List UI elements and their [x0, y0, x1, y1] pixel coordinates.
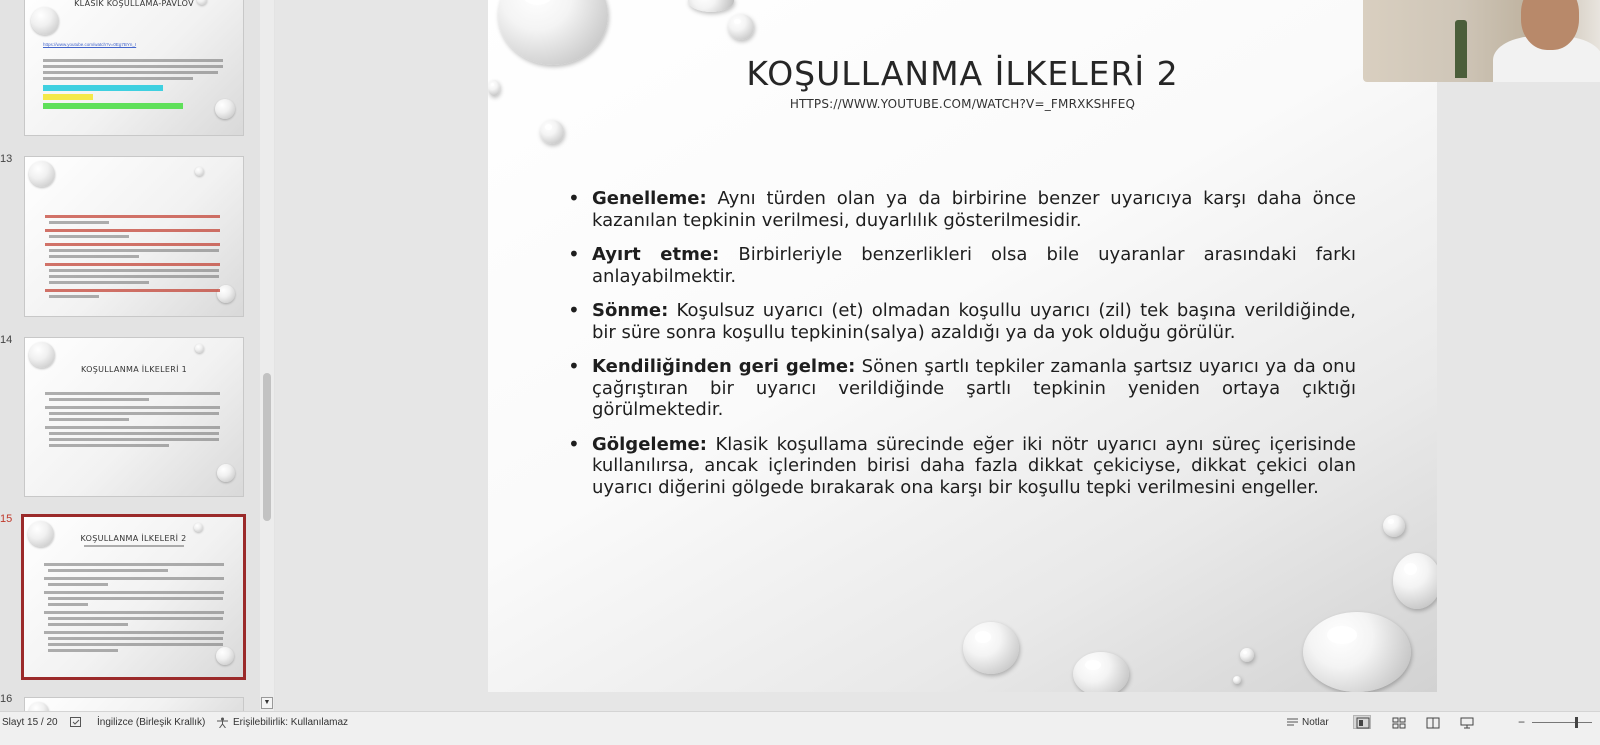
- thumbnail-title: KLASİK KOŞULLAMA-PAVLOV: [74, 0, 194, 8]
- bullet-text: Sönen şartlı tepkiler zamanla şartsız uyarıcı ya da onu çağrıştıran bir uyarıcı verildiğinde şartlı tepkinin yeniden ortaya çıktığı görülmektedir.: [592, 356, 1356, 420]
- slide-number: 16: [0, 693, 13, 705]
- water-drop: [1303, 612, 1411, 692]
- spellcheck-icon[interactable]: [70, 717, 87, 728]
- bullet-term: Kendiliğinden geri gelme:: [592, 356, 856, 377]
- water-drop: [1383, 515, 1405, 537]
- thumbnail-title: KOŞULLANMA İLKELERİ 1: [81, 365, 187, 374]
- slide-title[interactable]: KOŞULLANMA İLKELERİ 2: [746, 54, 1179, 93]
- bullet-item: [566, 356, 1356, 421]
- accessibility-status[interactable]: Erişilebilirlik: Kullanılamaz: [233, 717, 349, 728]
- thumbnail-pane: [0, 0, 275, 723]
- slide-subtitle[interactable]: HTTPS://WWW.YOUTUBE.COM/WATCH?V=_FMRXKSHFEQ: [789, 97, 1136, 111]
- slide-thumbnail-14[interactable]: [24, 337, 244, 497]
- slide-thumbnail-12[interactable]: [24, 0, 244, 136]
- bullet-text: Klasik koşullama sürecinde eğer iki nötr uyarıcı aynı süreç içerisinde kullanılırsa, ancak içlerinden birisi daha fazla dikkat çekiciyse, dikkat çekici olan uyarıcı diğerini gölgede bırakarak ona karşı bir koşullu tepki verilmesini engeller.: [592, 433, 1356, 498]
- water-drop: [1233, 676, 1241, 684]
- bullet-text: Birbirleriyle benzerlikleri olsa bile uyaranlar arasındaki farkı anlayabilmektir.: [592, 244, 1356, 287]
- water-drop: [540, 120, 564, 144]
- bullet-term: Ayırt etme:: [592, 244, 720, 265]
- zoom-slider-thumb[interactable]: [1575, 717, 1578, 728]
- water-drop: [1393, 553, 1437, 609]
- scrollbar-thumb[interactable]: [263, 373, 271, 521]
- zoom-slider[interactable]: [1532, 722, 1592, 723]
- slide-thumbnail-13[interactable]: [24, 156, 244, 317]
- water-drop: [728, 14, 754, 40]
- zoom-out-button[interactable]: −: [1518, 715, 1526, 729]
- water-drop: [963, 622, 1019, 674]
- bullet-text: Aynı türden olan ya da birbirine benzer uyarıcıya karşı daha önce kazanılan tepkinin verilmesi, duyarlılık gösterilmesidir.: [592, 188, 1356, 231]
- language-indicator[interactable]: İngilizce (Birleşik Krallık): [97, 717, 206, 728]
- status-bar: [0, 711, 1600, 745]
- slide-canvas[interactable]: [488, 0, 1437, 692]
- scroll-down-arrow-icon[interactable]: ▼: [261, 697, 273, 709]
- accessibility-icon[interactable]: [216, 717, 233, 728]
- bullet-term: Genelleme:: [592, 188, 707, 209]
- bullet-item: [566, 188, 1356, 231]
- bullet-item: [566, 300, 1356, 343]
- notes-button[interactable]: Notlar: [1302, 717, 1329, 728]
- reading-view-icon[interactable]: [1423, 715, 1441, 729]
- slide-number: 14: [0, 334, 13, 346]
- bullet-text: Koşulsuz uyarıcı (et) olmadan koşullu uyarıcı (zil) tek başına verildiğinde, bir süre sonra koşullu tepkinin(salya) azaldığı ya da yok olduğu görülür.: [592, 300, 1356, 343]
- bullet-item: [566, 244, 1356, 287]
- slide-number: 15: [0, 513, 13, 525]
- bullet-item: [566, 434, 1356, 499]
- slide-position[interactable]: Slayt 15 / 20: [2, 717, 58, 728]
- slide-editor: [276, 0, 1600, 723]
- bullet-list[interactable]: [566, 188, 1356, 511]
- notes-icon[interactable]: [1286, 717, 1303, 728]
- thumbnail-link: https://www.youtube.com/watch?v=0Eg7BYn_I: [43, 42, 137, 47]
- water-drop: [1240, 648, 1254, 662]
- water-drop: [688, 0, 734, 12]
- slide-thumbnail-15[interactable]: [21, 514, 246, 680]
- thumbnail-scrollbar[interactable]: [260, 0, 274, 723]
- water-drop: [1073, 652, 1129, 692]
- webcam-overlay: [1363, 0, 1600, 82]
- bullet-term: Gölgeleme:: [592, 433, 707, 455]
- slide-number: 13: [0, 153, 13, 165]
- normal-view-icon[interactable]: [1353, 715, 1371, 729]
- bullet-term: Sönme:: [592, 300, 669, 321]
- slideshow-icon[interactable]: [1457, 715, 1475, 729]
- thumbnail-title: KOŞULLANMA İLKELERİ 2: [80, 534, 187, 543]
- slide-sorter-icon[interactable]: [1389, 715, 1407, 729]
